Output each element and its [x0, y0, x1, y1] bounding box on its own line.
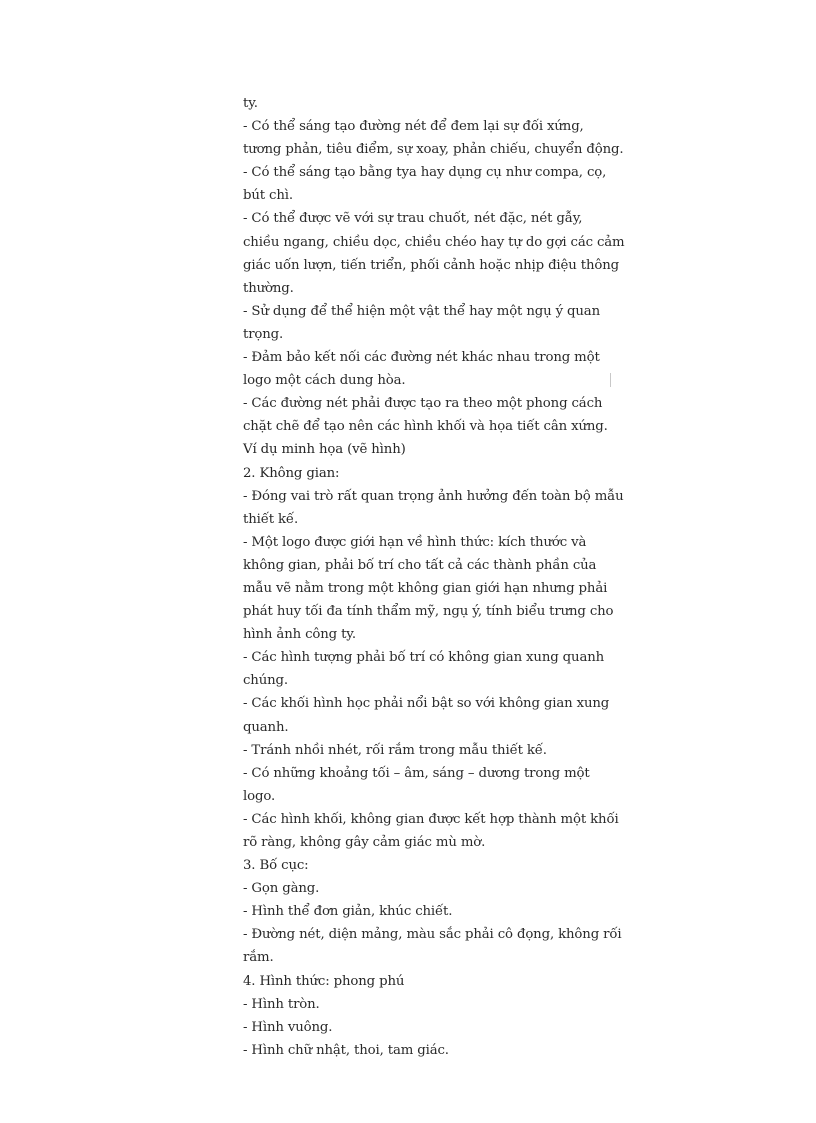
text-line: giác uốn lượn, tiến triển, phối cảnh hoặc nhịp điệu thông — [243, 257, 619, 273]
text-line: thường. — [243, 280, 294, 296]
text-line: chiều ngang, chiều dọc, chiều chéo hay tự do gợi các cảm — [243, 234, 625, 250]
text-line: phát huy tối đa tính thẩm mỹ, ngụ ý, tính biểu trưng cho — [243, 604, 614, 620]
text-line: - Các đường nét phải được tạo ra theo một phong cách — [243, 396, 603, 412]
text-line: - Hình vuông. — [243, 1019, 333, 1035]
text-line: - Gọn gàng. — [243, 881, 320, 897]
text-line: quanh. — [243, 719, 289, 735]
text-line: - Có thể được vẽ với sự trau chuốt, nét đặc, nét gẫy, — [243, 211, 583, 227]
text-line: rõ ràng, không gây cảm giác mù mờ. — [243, 835, 486, 850]
text-line: - Có thể sáng tạo đường nét để đem lại sự đối xứng, — [243, 119, 584, 135]
text-line: mẫu vẽ nằm trong một không gian giới hạn nhưng phải — [243, 580, 608, 596]
text-line: ty. — [243, 96, 258, 111]
text-line: rắm. — [243, 950, 274, 966]
text-line: - Các hình khối, không gian được kết hợp thành một khối — [243, 811, 619, 827]
example-caption: Ví dụ minh họa (vẽ hình) — [243, 442, 406, 458]
text-line: trọng. — [243, 326, 284, 342]
text-line: logo một cách dung hòa. — [243, 373, 406, 389]
text-line: - Đường nét, diện mảng, màu sắc phải cô đọng, không rối — [243, 927, 622, 943]
text-line: chúng. — [243, 673, 288, 689]
text-line: chặt chẽ để tạo nên các hình khối và họa tiết cân xứng. — [243, 419, 608, 435]
section-heading-space: 2. Không gian: — [243, 465, 340, 481]
text-line: - Có thể sáng tạo bằng tya hay dụng cụ như compa, cọ, — [243, 165, 607, 181]
text-line: - Đóng vai trò rất quan trọng ảnh hưởng đến toàn bộ mẫu — [243, 488, 624, 504]
text-line: - Đảm bảo kết nối các đường nét khác nhau trong một — [243, 350, 600, 366]
text-line: - Sử dụng để thể hiện một vật thể hay một ngụ ý quan — [243, 303, 601, 319]
text-line: - Hình chữ nhật, thoi, tam giác. — [243, 1042, 449, 1058]
text-line: - Hình thể đơn giản, khúc chiết. — [243, 904, 453, 920]
text-line: - Tránh nhồi nhét, rối rắm trong mẫu thiết kế. — [243, 742, 547, 758]
text-line: tương phản, tiêu điểm, sự xoay, phản chiếu, chuyển động. — [243, 142, 624, 158]
section-heading-form: 4. Hình thức: phong phú — [243, 973, 405, 989]
document-body — [243, 92, 625, 1062]
text-line: - Hình tròn. — [243, 996, 320, 1012]
margin-mark — [610, 373, 611, 387]
text-line: không gian, phải bố trí cho tất cả các thành phần của — [243, 557, 597, 573]
text-line: - Các khối hình học phải nổi bật so với không gian xung — [243, 696, 610, 712]
text-line: - Các hình tượng phải bố trí có không gian xung quanh — [243, 650, 605, 666]
text-line: thiết kế. — [243, 511, 299, 527]
text-line: hình ảnh công ty. — [243, 627, 356, 643]
text-line: - Có những khoảng tối – âm, sáng – dương trong một — [243, 765, 590, 781]
section-heading-layout: 3. Bố cục: — [243, 858, 309, 874]
text-line: - Một logo được giới hạn về hình thức: kích thước và — [243, 534, 587, 550]
text-line: bút chì. — [243, 188, 293, 204]
text-line: logo. — [243, 788, 276, 804]
